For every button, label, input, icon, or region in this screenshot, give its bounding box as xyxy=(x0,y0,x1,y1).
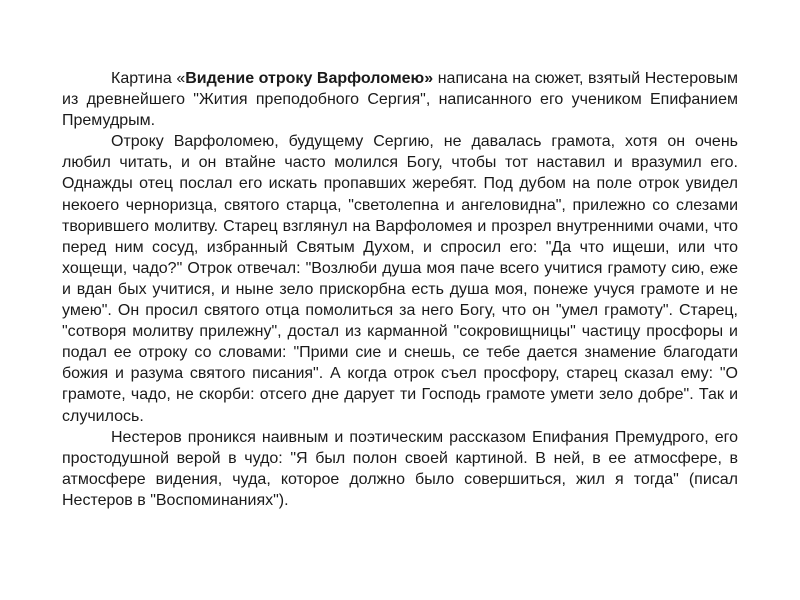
text-body xyxy=(62,68,738,511)
paragraph-story: Отроку Варфоломею, будущему Сергию, не давалась грамота, хотя он очень любил читать, и он втайне часто молился Богу, чтобы тот наставил и вразумил его. Однажды отец послал его искать пропавших жеребят. Под дубом на поле отрок увидел некоего черноризца, святого старца, "светолепна и ангеловидна", прилежно со слезами творившего молитву. Старец взглянул на Варфоломея и прозрел внутренними очами, что перед ним сосуд, избранный Святым Духом, и спросил его: "Да что ищеши, или что хощещи, чадо?" Отрок отвечал: "Возлюби душа моя паче всего учитися грамоту сию, еже и вдан бых учитися, и ныне зело прискорбна есть душа моя, понеже учуся грамоте и не умею". Он просил святого отца помолиться за него Богу, что он "умел грамоту". Старец, "сотворя молитву прилежну", достал из карманной "сокровищницы" частицу просфоры и подал ее отроку со словами: "Прими сие и снешь, се тебе дается знамение благодати божия и разума святого писания". А когда отрок съел просфору, старец сказал ему: "О грамоте, чадо, не скорби: отсего дне дарует ти Господь грамоте умети зело добре". Так и случилось. xyxy=(62,133,738,425)
painting-title: Видение отроку Варфоломею» xyxy=(185,70,434,87)
paragraph-intro xyxy=(62,68,738,131)
paragraph-intro-suffix: написана на сюжет, взятый Нестеровым из древнейшего "Жития преподобного Сергия", написанного его учеником Епифанием Премудрым. xyxy=(62,70,739,130)
paragraph-conclusion: Нестеров проникся наивным и поэтическим рассказом Епифания Премудрого, его простодушной верой в чудо: "Я был полон своей картиной. В ней, в ее атмосфере, в атмосфере видения, чуда, которое должно было совершиться, жил я тогда" (писал Нестеров в "Воспоминаниях"). xyxy=(62,428,738,509)
paragraph-intro-prefix: Картина « xyxy=(111,70,186,87)
